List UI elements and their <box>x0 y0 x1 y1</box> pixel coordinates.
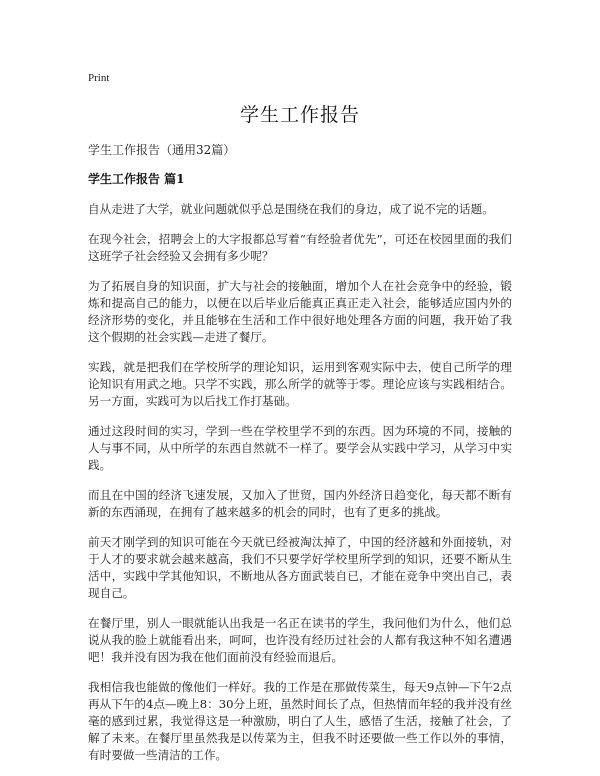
document-subtitle: 学生工作报告（通用32篇） <box>88 143 236 157</box>
paragraph-9: 我相信我也能做的像他们一样好。我的工作是在那做传菜生，每天9点钟—下午2点再从下午的4点—晚上8：30分上班，虽然时间长了点，但热情而年轻的我并没有丝毫的感到过累，我觉得这是一种激励，明白了人生，感悟了生活，接触了社会，了解了未来。在餐厅里虽然我是以传菜为主，但我不时还要做一些工作以外的事情，有时要做一些清洁的工作。 <box>88 680 512 762</box>
paragraph-5: 通过这段时间的实习，学到一些在学校里学不到的东西。因为环境的不同，接触的人与事不同，从中所学的东西自然就不一样了。要学会从实践中学习，从学习中实践。 <box>88 424 512 472</box>
document-title: 学生工作报告 <box>239 104 360 126</box>
paragraph-4: 实践，就是把我们在学校所学的理论知识，运用到客观实际中去，使自己所学的理论知识有用武之地。只学不实践，那么所学的就等于零。理论应该与实践相结合。另一方面，实践可为以后找工作打基础。 <box>88 360 512 408</box>
paragraph-1: 自从走进了大学，就业问题就似乎总是围绕在我们的身边，成了说不完的话题。 <box>88 202 494 216</box>
paragraph-8: 在餐厅里，别人一眼就能认出我是一名正在读书的学生，我问他们为什么，他们总说从我的脸上就能看出来，呵呵，也许没有经历过社会的人都有我这种不知名遭遇吧！我并没有因为我在他们面前没有经验而退后。 <box>88 616 512 664</box>
print-link[interactable]: Print <box>88 72 110 84</box>
section-heading: 学生工作报告 篇1 <box>88 172 185 186</box>
paragraph-2: 在现今社会，招聘会上的大字报都总写着“有经验者优先”，可还在校园里面的我们这班学子社会经验又会拥有多少呢？ <box>88 232 512 263</box>
paragraph-3: 为了拓展自身的知识面，扩大与社会的接触面，增加个人在社会竞争中的经验，锻炼和提高自己的能力，以便在以后毕业后能真正真正走入社会，能够适应国内外的经济形势的变化，并且能够在生活和工作中很好地处理各方面的问题，我开始了我这个假期的社会实践—走进了餐厅。 <box>88 279 512 344</box>
paragraph-7: 前天才刚学到的知识可能在今天就已经被淘汰掉了，中国的经济越和外面接轨，对于人才的要求就会越来越高，我们不只要学好学校里所学到的知识，还要不断从生活中，实践中学其他知识，不断地从各方面武装自已，才能在竞争中突出自己，表现自己。 <box>88 535 512 600</box>
paragraph-6: 而且在中国的经济飞速发展，又加入了世贸，国内外经济日趋变化，每天都不断有新的东西涌现，在拥有了越来越多的机会的同时，也有了更多的挑战。 <box>88 488 512 519</box>
